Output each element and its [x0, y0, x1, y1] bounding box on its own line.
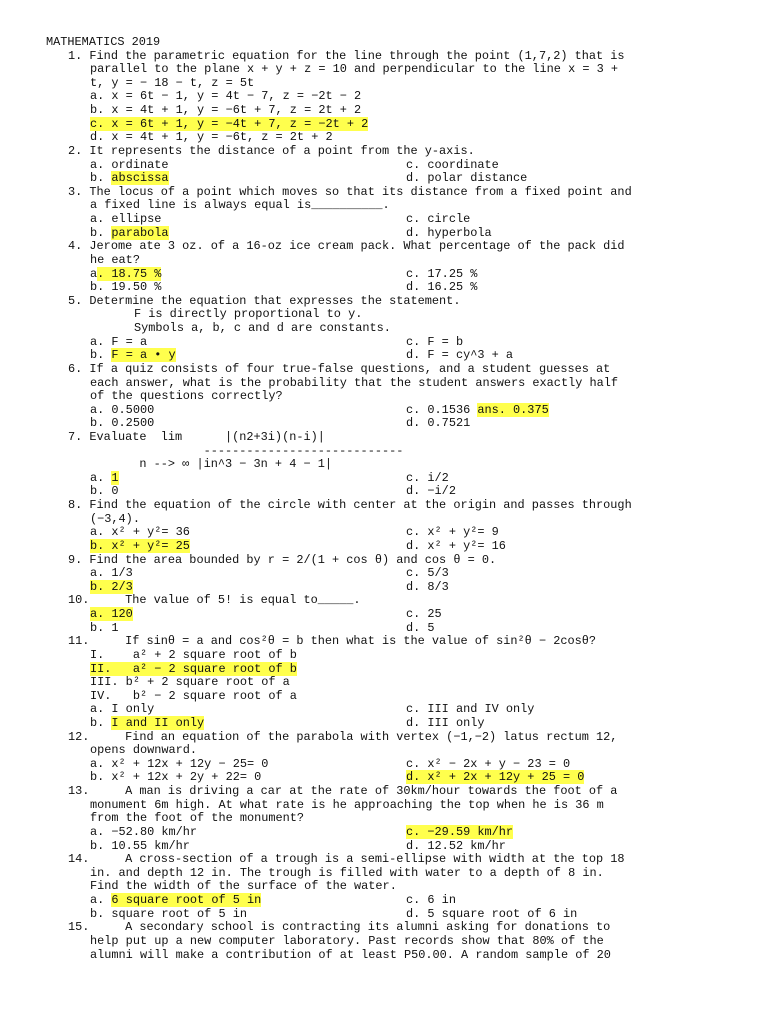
text-run: a. ellipse [90, 212, 162, 227]
text-line [90, 349, 176, 363]
option-column-right [406, 281, 477, 295]
text-line [134, 308, 362, 322]
highlighted-answer: F = a • y [111, 348, 176, 363]
text-run: c. III and IV only [406, 702, 535, 717]
text-run: b. square root of 5 in [90, 906, 247, 921]
text-run: a. [90, 470, 112, 485]
highlighted-answer: . 18.75 % [97, 266, 162, 281]
text-run: 10. The value of 5! is equal to_____. [68, 593, 361, 608]
text-run: c. x² − 2x + y − 23 = 0 [406, 756, 571, 771]
text-line [68, 554, 496, 568]
text-line [90, 118, 368, 132]
text-run: of the questions correctly? [90, 389, 283, 404]
text-run: help put up a new computer laboratory. Past records show that 80% of the [90, 933, 604, 948]
text-run: b. 1 [90, 620, 119, 635]
text-run: a fixed line is always equal is__________. [90, 198, 390, 213]
text-run: a. I only [90, 702, 155, 717]
text-run: alumni will make a contribution of at least P50.00. A random sample of 20 [90, 947, 611, 962]
text-run: 2. It represents the distance of a point from the y-axis. [68, 143, 475, 158]
text-line [90, 513, 140, 527]
text-line [90, 622, 119, 636]
text-run: b. x = 4t + 1, y = −6t + 7, z = 2t + 2 [90, 103, 362, 118]
text-run: c. 6 in [406, 893, 456, 908]
text-run: b. 10.55 km/hr [90, 838, 190, 853]
text-line [68, 431, 325, 445]
text-run: a. x² + y²= 36 [90, 525, 190, 540]
text-run: a. F = a [90, 334, 148, 349]
text-run: b. 19.50 % [90, 280, 162, 295]
text-run: c. circle [406, 212, 471, 227]
text-line [68, 594, 361, 608]
highlighted-answer: c. x = 6t + 1, y = −4t + 7, z = −2t + 2 [90, 116, 369, 131]
text-run: each answer, what is the probability that the student answers exactly half [90, 375, 619, 390]
text-run: d. F = cy^3 + a [406, 348, 514, 363]
text-run: d. 8/3 [406, 579, 449, 594]
text-line [90, 840, 190, 854]
text-run: 7. Evaluate lim |(n2+3i)(n-i)| [68, 429, 325, 444]
text-line [90, 540, 190, 554]
text-run: opens downward. [90, 743, 198, 758]
option-column-right [406, 417, 470, 431]
text-run: c. F = b [406, 334, 464, 349]
option-column-right [406, 213, 470, 227]
text-run: b. [90, 348, 112, 363]
option-column-right [406, 567, 449, 581]
text-line [90, 935, 604, 949]
option-column-right [406, 703, 534, 717]
text-run: IV. b² − 2 square root of a [90, 688, 297, 703]
text-run: d. 16.25 % [406, 280, 478, 295]
option-column-right [406, 908, 577, 922]
option-column-right [406, 840, 506, 854]
option-column-right [406, 227, 492, 241]
text-line [134, 322, 391, 336]
text-line [90, 581, 133, 595]
text-line [90, 472, 119, 486]
highlighted-answer: b. 2/3 [90, 579, 133, 594]
text-run: in. and depth 12 in. The trough is filled with water to a depth of 8 in. [90, 865, 604, 880]
text-run: a. 0.5000 [90, 402, 155, 417]
text-line [68, 785, 617, 799]
text-line [90, 703, 154, 717]
text-run: c. x² + y²= 9 [406, 525, 499, 540]
text-line [68, 295, 460, 309]
option-column-right [406, 472, 449, 486]
highlighted-answer: d. x² + 2x + 12y + 25 = 0 [406, 770, 585, 785]
text-run: b. [90, 716, 112, 730]
option-column-right [406, 336, 463, 350]
option-column-right [406, 826, 513, 840]
text-line [90, 227, 169, 241]
text-line [90, 663, 297, 677]
option-column-right [406, 581, 449, 595]
text-line [90, 77, 254, 91]
text-run: monument 6m high. At what rate is he approaching the top when he is 36 m [90, 797, 604, 812]
text-run: d. 5 [406, 620, 435, 635]
text-line [68, 145, 475, 159]
text-run: III. b² + 2 square root of a [90, 675, 290, 690]
text-run: c. 25 [406, 607, 442, 622]
text-line [90, 649, 297, 663]
option-column-right [406, 758, 570, 772]
text-run: Symbols a, b, c and d are constants. [134, 321, 391, 336]
text-run: d. x² + y²= 16 [406, 538, 506, 553]
highlighted-answer: 6 square root of 5 in [111, 893, 262, 908]
option-column-right [406, 404, 549, 418]
text-line [68, 731, 617, 745]
text-run: a. 1/3 [90, 566, 133, 581]
text-line [90, 404, 154, 418]
text-line [90, 268, 161, 282]
highlighted-answer: II. a² − 2 square root of b [90, 661, 297, 676]
text-run: (−3,4). [90, 511, 140, 526]
text-run: 9. Find the area bounded by r = 2/(1 + cos θ) and cos θ = 0. [68, 552, 497, 567]
text-run: d. −i/2 [406, 484, 456, 499]
text-run: a. ordinate [90, 157, 169, 172]
text-line [90, 812, 304, 826]
text-line [68, 921, 610, 935]
text-run: 4. Jerome ate 3 oz. of a 16-oz ice cream pack. What percentage of the pack did [68, 239, 625, 254]
text-line [90, 608, 133, 622]
text-line [90, 377, 618, 391]
text-line [68, 499, 632, 513]
text-run: a. x = 6t − 1, y = 4t − 7, z = −2t − 2 [90, 89, 362, 104]
text-line [90, 771, 261, 785]
text-run: MATHEMATICS 2019 [46, 35, 161, 49]
text-run: d. x = 4t + 1, y = −6t, z = 2t + 2 [90, 130, 333, 145]
text-line [90, 336, 147, 350]
text-line [90, 281, 161, 295]
option-column-right [406, 540, 506, 554]
text-run: Find the width of the surface of the water. [90, 879, 397, 894]
text-line [90, 254, 140, 268]
text-run: d. 12.52 km/hr [406, 838, 506, 853]
text-run: c. 5/3 [406, 566, 449, 581]
text-run: c. i/2 [406, 470, 449, 485]
option-column-right [406, 608, 442, 622]
text-line [90, 90, 361, 104]
text-run: he eat? [90, 252, 140, 267]
highlighted-answer: abscissa [111, 171, 169, 186]
text-line [68, 186, 632, 200]
option-column-right [406, 268, 477, 282]
text-line [68, 458, 332, 472]
text-line [90, 867, 604, 881]
text-line [90, 172, 169, 186]
text-run: a. −52.80 km/hr [90, 824, 198, 839]
text-run: b. 0 [90, 484, 119, 499]
text-line [90, 908, 247, 922]
text-run: b. [90, 171, 112, 186]
text-line [90, 159, 169, 173]
text-run: b. 0.2500 [90, 416, 155, 431]
text-run: n --> ∞ |in^3 − 3n + 4 − 1| [68, 457, 333, 472]
text-line [90, 894, 261, 908]
text-line [90, 526, 190, 540]
text-line [90, 758, 268, 772]
text-line [90, 104, 361, 118]
text-line [90, 949, 611, 963]
text-line [90, 63, 618, 77]
text-line [90, 744, 197, 758]
text-line [68, 50, 625, 64]
highlighted-answer: parabola [111, 225, 169, 240]
text-line [90, 799, 604, 813]
text-run: a. [90, 893, 112, 908]
text-run: a. x² + 12x + 12y − 25= 0 [90, 756, 269, 771]
text-run: d. 5 square root of 6 in [406, 906, 578, 921]
text-run: F is directly proportional to y. [134, 307, 363, 322]
text-run: a [90, 266, 98, 281]
option-column-right [406, 485, 456, 499]
text-run: 1. Find the parametric equation for the line through the point (1,7,2) that is [68, 48, 625, 63]
option-column-right [406, 717, 485, 731]
text-line [90, 417, 154, 431]
text-line [90, 826, 197, 840]
text-run: 15. A secondary school is contracting its alumni asking for donations to [68, 920, 611, 935]
text-line [68, 240, 625, 254]
text-run: 13. A man is driving a car at the rate of 30km/hour towards the foot of a [68, 784, 618, 799]
text-line [90, 131, 333, 145]
text-run: b. x² + 12x + 2y + 22= 0 [90, 770, 262, 785]
option-column-right [406, 159, 499, 173]
option-column-right [406, 349, 513, 363]
text-run: c. 0.1536 [406, 402, 478, 417]
text-run: c. 17.25 % [406, 266, 478, 281]
highlighted-answer: ans. 0.375 [477, 402, 549, 417]
option-column-right [406, 172, 527, 186]
text-run: d. polar distance [406, 171, 528, 186]
text-run: 5. Determine the equation that expresses the statement. [68, 293, 461, 308]
text-run: 14. A cross-section of a trough is a semi-ellipse with width at the top 18 [68, 852, 625, 867]
text-line [68, 363, 610, 377]
text-run: 3. The locus of a point which moves so that its distance from a fixed point and [68, 184, 632, 199]
text-run: d. hyperbola [406, 225, 492, 240]
option-column-right [406, 622, 435, 636]
text-line [90, 199, 390, 213]
text-line [46, 36, 160, 50]
text-run: 11. If sinθ = a and cos²θ = b then what is the value of sin²θ − 2cosθ? [68, 634, 597, 649]
text-line [90, 390, 283, 404]
text-run: 8. Find the equation of the circle with center at the origin and passes through [68, 498, 632, 513]
text-line [90, 485, 119, 499]
text-line [90, 676, 290, 690]
text-line [90, 690, 297, 704]
text-line [90, 880, 397, 894]
text-run: ---------------------------- [68, 443, 404, 458]
text-run: d. 0.7521 [406, 416, 471, 431]
text-run: b. [90, 225, 112, 240]
text-line [90, 213, 161, 227]
text-line [90, 567, 133, 581]
text-run: t, y = − 18 − t, z = 5t [90, 75, 255, 90]
highlighted-answer: c. −29.59 km/hr [406, 824, 514, 839]
text-run: parallel to the plane x + y + z = 10 and perpendicular to the line x = 3 + [90, 62, 619, 77]
text-run: I. a² + 2 square root of b [90, 647, 297, 662]
text-run: 6. If a quiz consists of four true-false questions, and a student guesses at [68, 361, 611, 376]
text-line [90, 717, 204, 731]
text-run: d. III only [406, 716, 485, 730]
text-run: c. coordinate [406, 157, 499, 172]
highlighted-answer: b. x² + y²= 25 [90, 538, 190, 553]
option-column-right [406, 771, 584, 785]
text-run: 12. Find an equation of the parabola with vertex (−1,−2) latus rectum 12, [68, 729, 618, 744]
text-line [68, 635, 596, 649]
text-line [68, 853, 625, 867]
highlighted-answer: 1 [111, 470, 119, 485]
highlighted-answer: I and II only [111, 716, 205, 730]
text-run: from the foot of the monument? [90, 811, 305, 826]
text-line [68, 445, 403, 459]
highlighted-answer: a. 120 [90, 607, 133, 622]
option-column-right [406, 894, 456, 908]
option-column-right [406, 526, 499, 540]
